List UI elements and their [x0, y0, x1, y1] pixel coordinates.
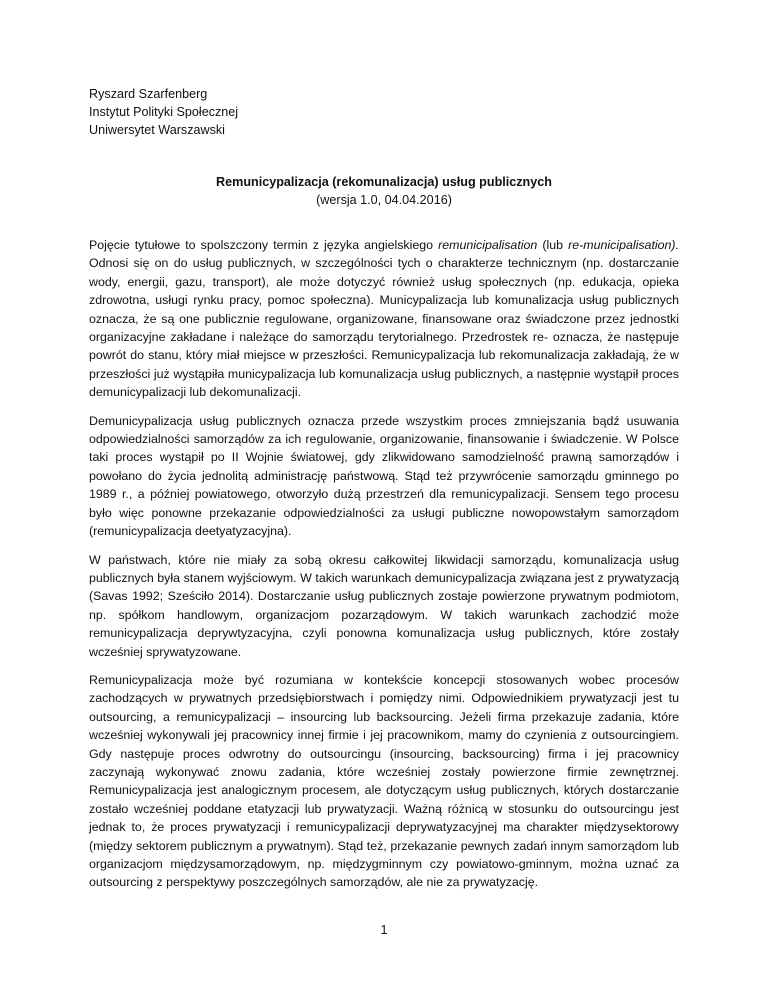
author-block — [89, 85, 238, 139]
title-block — [89, 173, 679, 209]
document-body — [89, 236, 679, 902]
document-title: Remunicypalizacja (rekomunalizacja) usług publicznych — [216, 175, 552, 189]
author-name: Ryszard Szarfenberg — [89, 87, 208, 101]
paragraph-1-mid: (lub — [537, 238, 569, 252]
page-number: 1 — [380, 923, 388, 937]
term-re-municipalisation: re-municipalisation). — [568, 238, 679, 252]
paragraph-1-start: Pojęcie tytułowe to spolszczony termin z języka angielskiego — [89, 238, 439, 252]
paragraph-1 — [89, 236, 679, 402]
paragraph-1-rest: Odnosi się on do usług publicznych, w szczególności tych o charakterze technicznym (np. dostarczanie wody, energii, gazu, transport), ale może dotyczyć również usług społecznych (np. edukacja, opieka zdrowotna, usługi rynku pracy, pomoc społeczna). Municypalizacja lub komunalizacja usług publicznych oznacza, że są one publicznie regulowane, organizowane, finansowane oraz świadczone przez jednostki organizacyjne zakładane i należące do samorządu terytorialnego. Przedrostek re- oznacza, że następuje powrót do stanu, który miał miejsce w przeszłości. Remunicypalizacja lub rekomunalizacja zakładają, że w przeszłości już wystąpiła municypalizacja lub komunalizacja usług publicznych, a następnie wystąpił proces demunicypalizacji lub dekomunalizacji. — [89, 256, 679, 400]
author-institute: Instytut Polityki Społecznej — [89, 105, 239, 119]
author-university: Uniwersytet Warszawski — [89, 123, 225, 137]
paragraph-3: W państwach, które nie miały za sobą okresu całkowitej likwidacji samorządu, komunalizacja usług publicznych była stanem wyjściowym. W takich warunkach demunicypalizacja związana jest z prywatyzacją (Savas 1992; Sześciło 2014). Dostarczanie usług publicznych zostaje powierzone prywatnym podmiotom, np. spółkom handlowym, organizacjom pozarządowym. W takich warunkach zachodzić może remunicypalizacja deprywtyzacyjna, czyli ponowna komunalizacja usług publicznych, które zostały wcześniej sprywatyzowane. — [89, 552, 679, 659]
document-version: (wersja 1.0, 04.04.2016) — [316, 193, 452, 207]
term-remunicipalisation: remunicipalisation — [438, 238, 538, 252]
paragraph-2: Demunicypalizacja usług publicznych oznacza przede wszystkim proces zmniejszania bądź usuwania odpowiedzialności samorządów za ich regulowanie, organizowanie, finansowanie i świadczenie. W Polsce taki proces wystąpił po II Wojnie światowej, gdy zlikwidowano samodzielność prawną samorządów i powołano do życia jednolitą administrację państwową. Stąd też przywrócenie samorządu gminnego po 1989 r., a później powiatowego, otworzyło dużą przestrzeń dla remunicypalizacji. Sensem tego procesu było więc ponowne przekazanie odpowiedzialności za usługi publiczne nowopowstałym samorządom (remunicypalizacja deetyatyzacyjna). — [89, 413, 679, 539]
paragraph-4: Remunicypalizacja może być rozumiana w kontekście koncepcji stosowanych wobec procesów zachodzących w prywatnych przedsiębiorstwach i pomiędzy nimi. Odpowiednikiem prywatyzacji jest tu outsourcing, a remunicypalizacji – insourcing lub backsourcing. Jeżeli firma przekazuje zadania, które wcześniej wykonywali jej pracownicy innej firmie i jej pracownikom, mamy do czynienia z outsourcingiem. Gdy następuje proces odwrotny do outsourcingu (insourcing, backsourcing) firma i jej pracownicy zaczynają wykonywać znowu zadania, które wcześniej zostały powierzone firmie zewnętrznej. Remunicypalizacja jest analogicznym procesem, ale dotyczącym usług publicznych, których dostarczanie zostało wcześniej poddane etatyzacji lub prywatyzacji. Ważną różnicą w stosunku do outsourcingu jest jednak to, że proces prywatyzacji i remunicypalizacji deprywatyzacyjnej ma charakter międzysektorowy (między sektorem publicznym a prywatnym). Stąd też, przekazanie pewnych zadań innym samorządom lub organizacjom międzysamorządowym, np. międzygminnym czy powiatowo-gminnym, można uznać za outsourcing z perspektywy poszczególnych samorządów, ale nie za prywatyzację. — [89, 672, 679, 890]
